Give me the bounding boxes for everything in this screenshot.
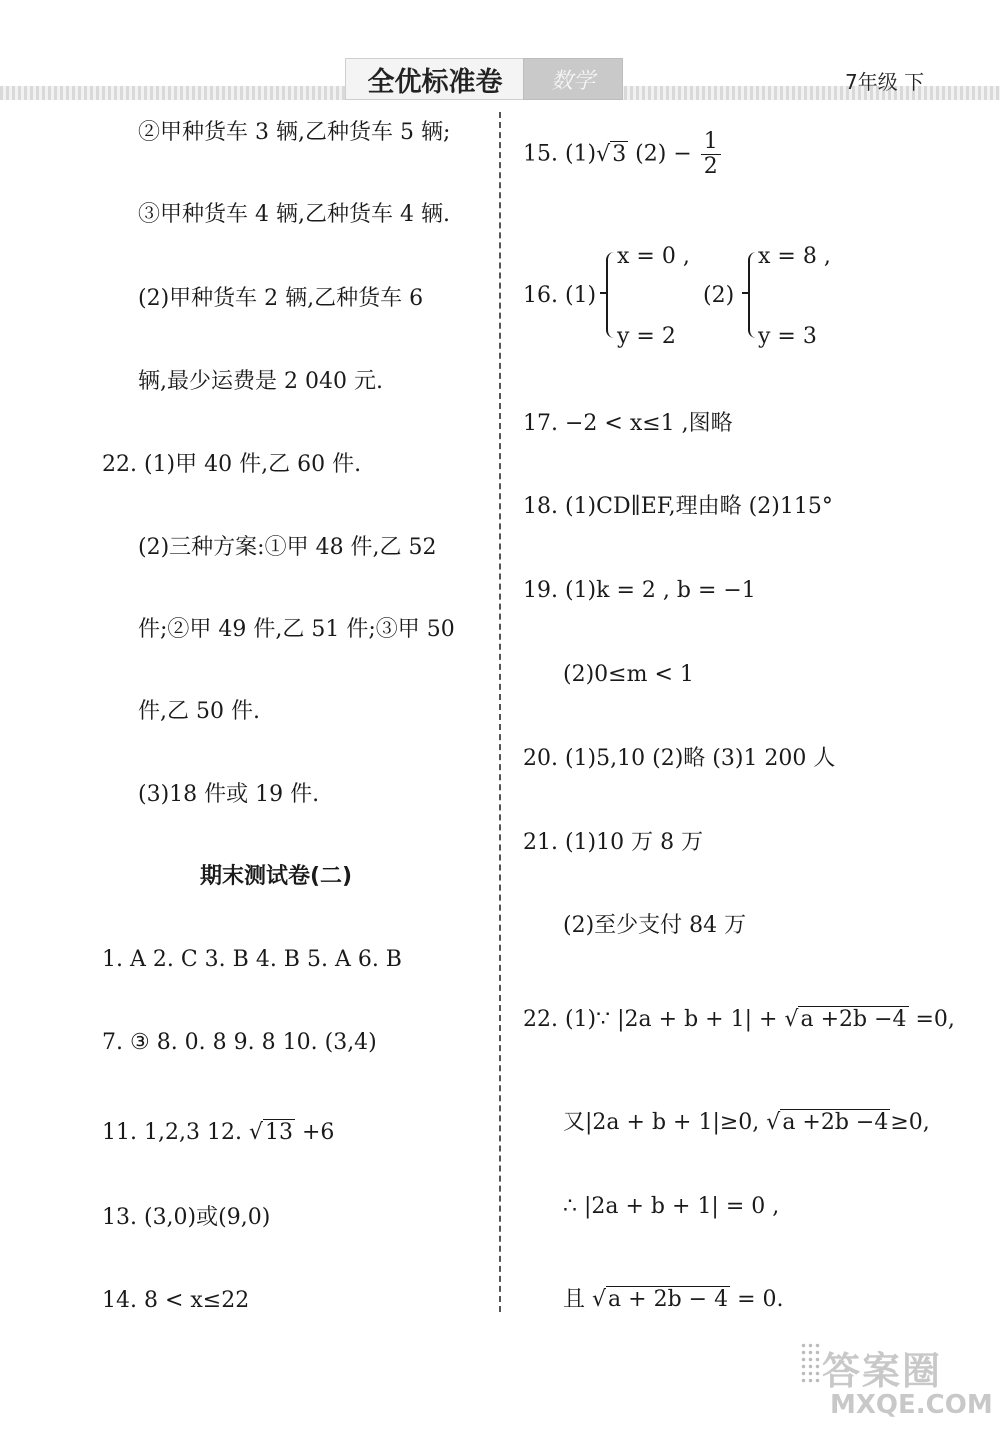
answer-line: (2)三种方案:①甲 48 件,乙 52 — [138, 535, 437, 560]
answer-line: ∴ |2a + b + 1| = 0 , — [563, 1194, 780, 1219]
answer-line: ③甲种货车 4 辆,乙种货车 4 辆. — [138, 202, 450, 227]
sqrt-expression: √a +2b −4 — [784, 1007, 907, 1032]
radicand: a +2b −4 — [782, 1110, 889, 1135]
answer-line: 19. (1)k = 2 , b = −1 — [523, 578, 756, 603]
answer-text: =0, — [908, 1007, 955, 1032]
answer-line — [102, 1118, 334, 1148]
answer-line: 7. ③ 8. 0. 8 9. 8 10. (3,4) — [102, 1030, 377, 1055]
answer-text: 又|2a + b + 1|≥0, — [563, 1110, 767, 1135]
sqrt-expression: √a +2b −4 — [766, 1110, 889, 1135]
answer-line: 17. −2 < x≤1 ,图略 — [523, 411, 733, 436]
answer-line — [523, 130, 721, 179]
answer-line: (2)甲种货车 2 辆,乙种货车 6 — [138, 286, 424, 311]
answer-text: (2) − — [628, 141, 692, 167]
radicand: 13 — [264, 1120, 293, 1145]
answer-line — [523, 1005, 955, 1035]
radicand: a +2b −4 — [800, 1007, 907, 1032]
answer-text: (2) — [703, 283, 735, 308]
equation: y = 2 — [617, 324, 676, 349]
answer-text: 15. (1) — [523, 141, 597, 167]
watermark-url: MXQE.COM — [830, 1390, 993, 1420]
numerator: 1 — [701, 130, 721, 155]
answer-line: (2)至少支付 84 万 — [563, 913, 747, 938]
answer-line: 18. (1)CD∥EF,理由略 (2)115° — [523, 494, 833, 519]
sqrt-expression: √3 — [596, 141, 627, 167]
answer-text: 16. (1) — [523, 283, 597, 308]
answer-line — [563, 1108, 930, 1138]
answer-line: 20. (1)5,10 (2)略 (3)1 200 人 — [523, 746, 836, 771]
answer-line: 1. A 2. C 3. B 4. B 5. A 6. B — [102, 947, 402, 972]
denominator: 2 — [703, 154, 718, 179]
answer-line: 13. (3,0)或(9,0) — [102, 1205, 271, 1230]
answer-line: 件,乙 50 件. — [138, 699, 260, 724]
sqrt-expression: √a + 2b − 4 — [592, 1287, 729, 1312]
answer-line: (2)0≤m < 1 — [563, 662, 694, 687]
watermark-logo: 答案圈 — [822, 1349, 943, 1393]
equation: x = 0 , — [617, 244, 690, 269]
answer-line: 14. 8 < x≤22 — [102, 1288, 250, 1313]
radicand: 3 — [612, 141, 627, 167]
answer-text: +6 — [294, 1120, 335, 1145]
answer-text: 22. (1)∵ |2a + b + 1| + — [523, 1007, 785, 1032]
sqrt-expression: √13 — [248, 1120, 293, 1145]
equation: y = 3 — [758, 324, 817, 349]
answer-line: ②甲种货车 3 辆,乙种货车 5 辆; — [138, 120, 451, 145]
answer-line — [563, 1285, 784, 1315]
answer-text: 11. 1,2,3 12. — [102, 1120, 249, 1145]
column-divider — [499, 112, 501, 1312]
answer-line: (3)18 件或 19 件. — [138, 782, 320, 807]
watermark-dots — [800, 1342, 822, 1384]
answer-line: 辆,最少运费是 2 040 元. — [138, 369, 383, 394]
answer-line: 22. (1)甲 40 件,乙 60 件. — [102, 452, 362, 477]
subject-label: 数学 — [523, 58, 623, 100]
book-title: 全优标准卷 — [345, 58, 525, 100]
answer-text: 且 — [563, 1287, 592, 1312]
section-title: 期末测试卷(二) — [200, 864, 353, 889]
equation: x = 8 , — [758, 244, 831, 269]
grade-label: 7年级 下 — [845, 70, 925, 94]
fraction — [701, 130, 721, 179]
answer-line: 件;②甲 49 件,乙 51 件;③甲 50 — [138, 617, 455, 642]
answer-line: 21. (1)10 万 8 万 — [523, 830, 704, 855]
answer-text: ≥0, — [890, 1110, 930, 1135]
answer-text: = 0. — [730, 1287, 784, 1312]
radicand: a + 2b − 4 — [608, 1287, 729, 1312]
